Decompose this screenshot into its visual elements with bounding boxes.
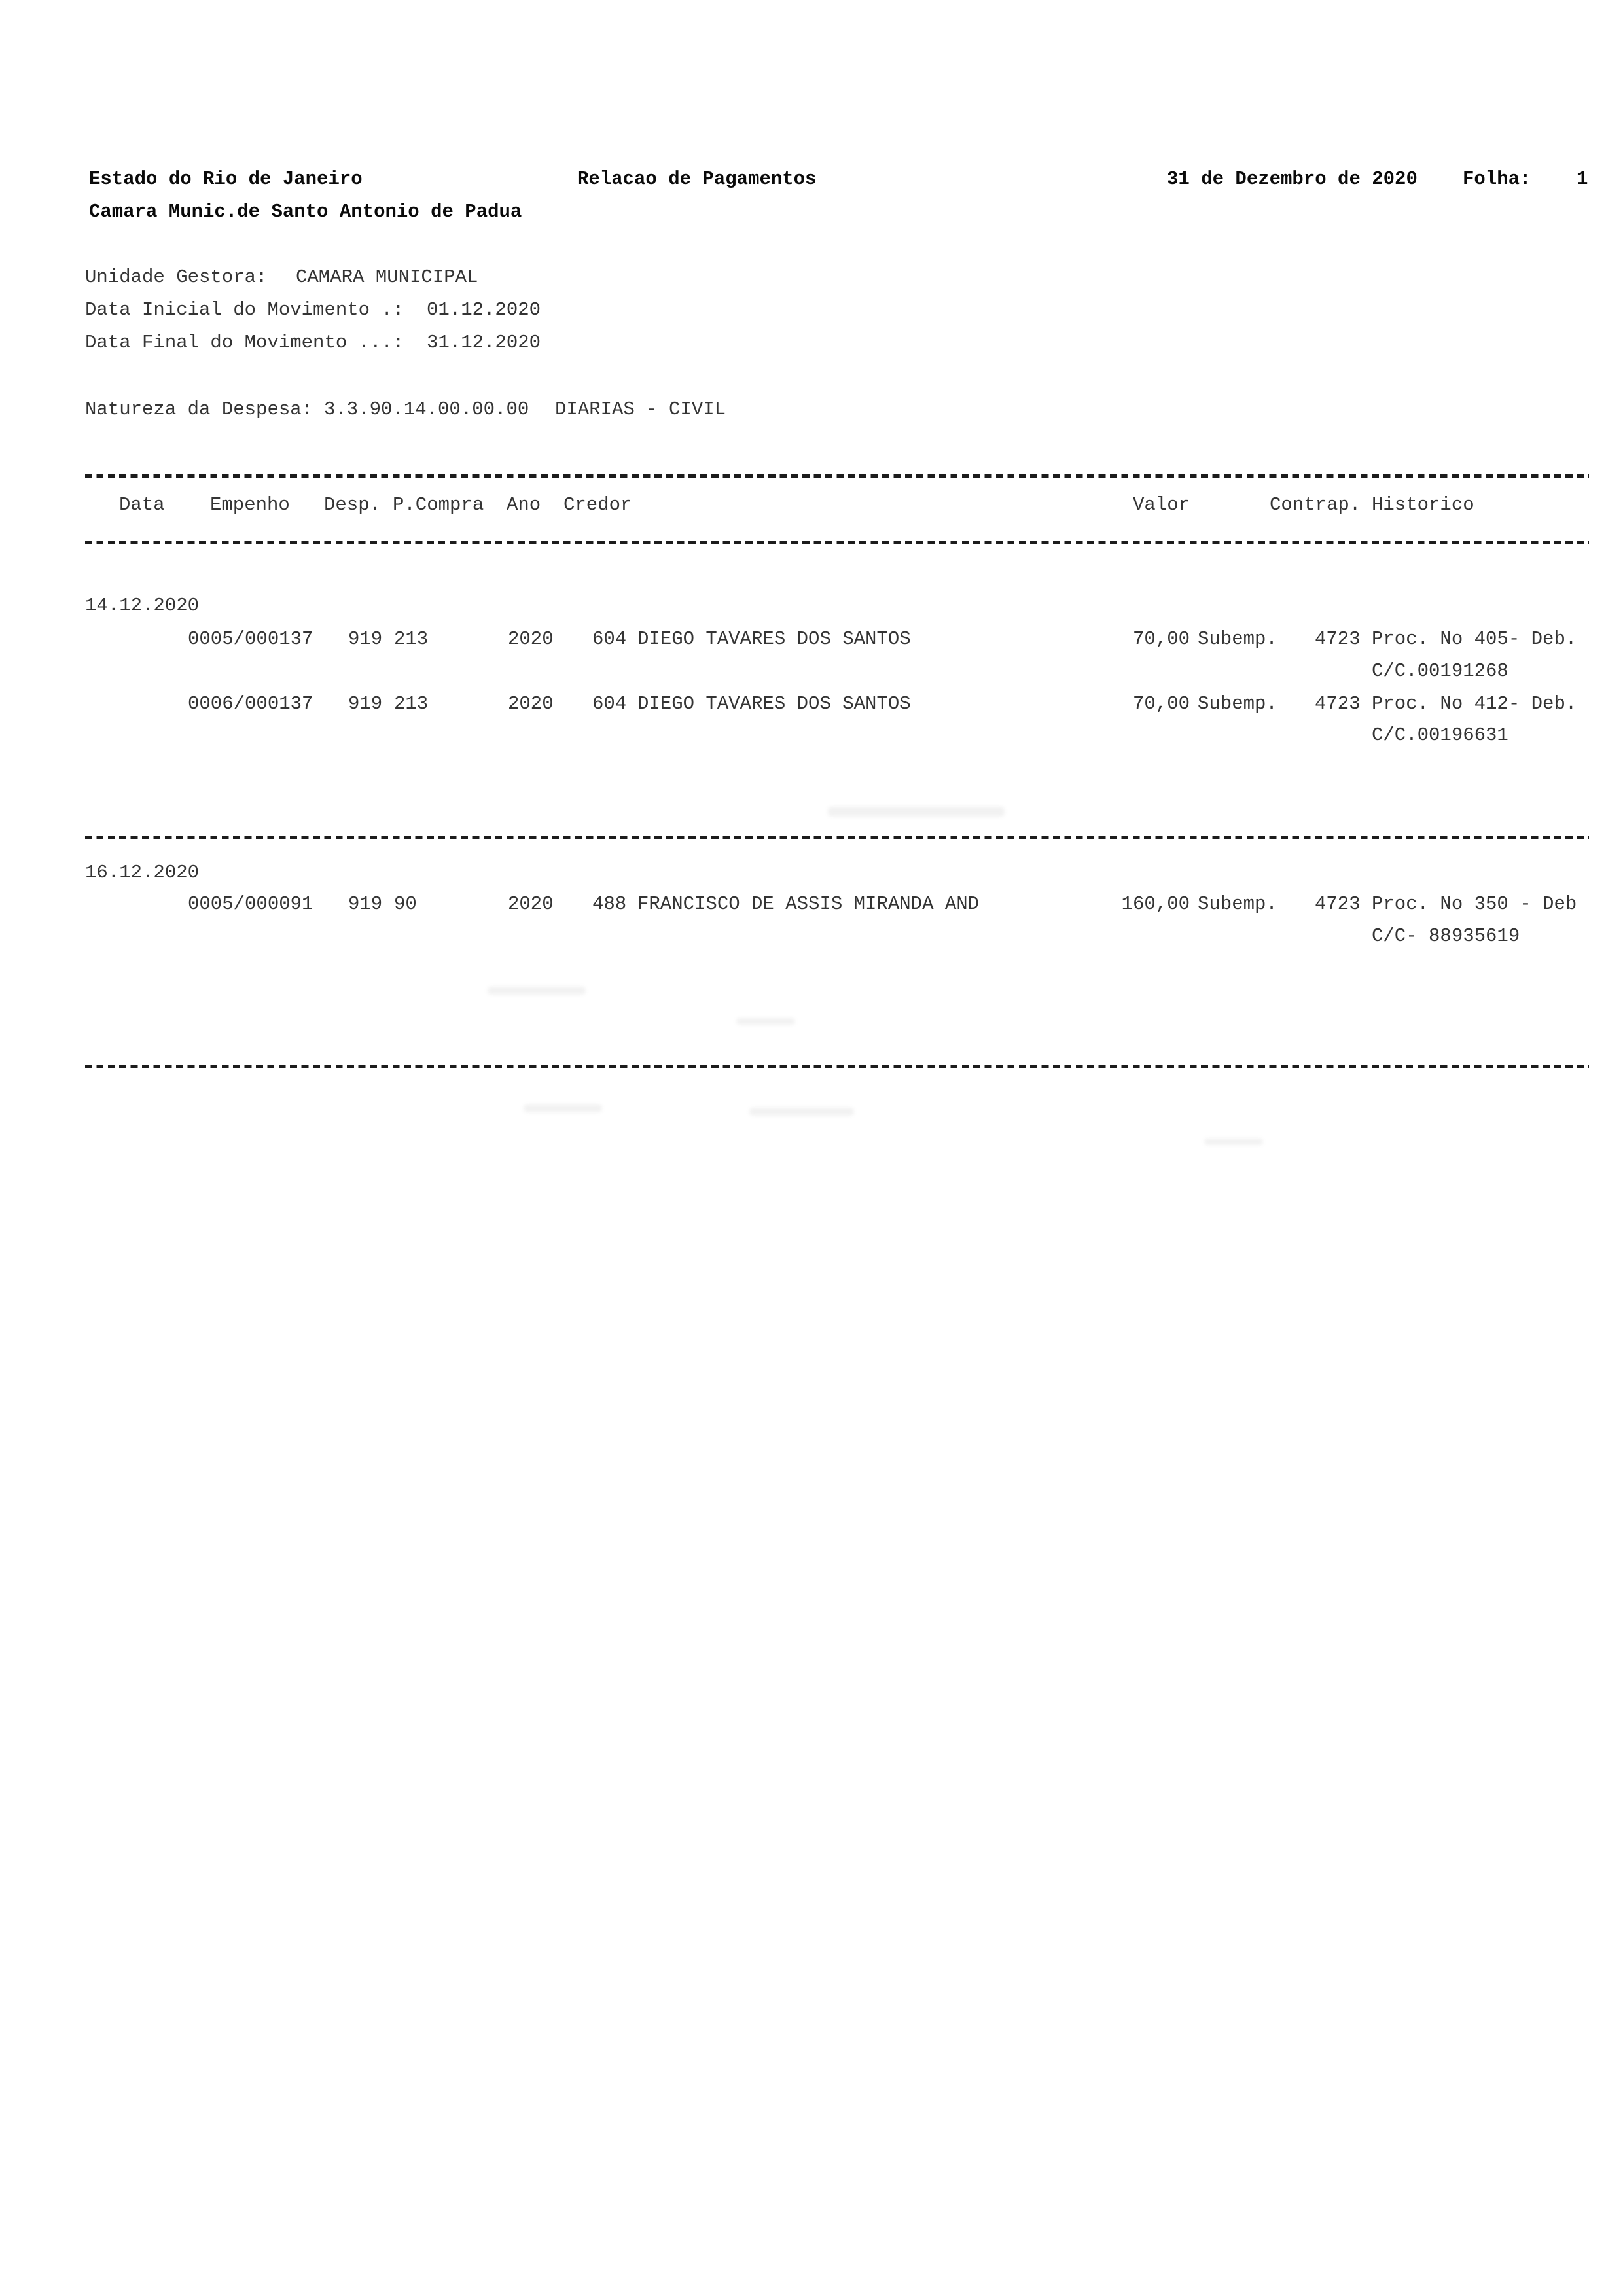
scan-artifact bbox=[828, 807, 1005, 817]
separator-line bbox=[85, 836, 1589, 839]
col-header-empenho: Empenho bbox=[210, 494, 290, 516]
unidade-gestora-value: CAMARA MUNICIPAL bbox=[296, 266, 478, 288]
row-credor-code: 488 bbox=[592, 893, 627, 915]
separator-line bbox=[85, 541, 1589, 544]
col-header-ano: Ano bbox=[507, 494, 541, 516]
natureza-despesa-code: 3.3.90.14.00.00.00 bbox=[324, 398, 529, 420]
row-valor: 70,00 bbox=[1132, 628, 1190, 650]
row-credor-name: DIEGO TAVARES DOS SANTOS bbox=[637, 693, 911, 715]
col-header-valor: Valor bbox=[1133, 494, 1190, 516]
row-valor: 70,00 bbox=[1132, 693, 1190, 715]
section-date: 14.12.2020 bbox=[85, 595, 200, 616]
row-tipo: Subemp. bbox=[1198, 628, 1277, 650]
data-final-label: Data Final do Movimento ...: bbox=[85, 332, 404, 353]
row-contrap: 4723 bbox=[1315, 693, 1361, 715]
natureza-despesa-desc: DIARIAS - CIVIL bbox=[555, 398, 726, 420]
row-historico: Proc. No 405- Deb. bbox=[1372, 628, 1577, 650]
row-historico-cc: C/C.00196631 bbox=[1372, 724, 1508, 746]
sheet-label: Folha: bbox=[1463, 168, 1531, 190]
row-contrap: 4723 bbox=[1315, 628, 1361, 650]
report-date: 31 de Dezembro de 2020 bbox=[1167, 168, 1418, 190]
entity-name: Camara Munic.de Santo Antonio de Padua bbox=[89, 201, 522, 222]
sheet-number: 1 bbox=[1577, 168, 1588, 190]
row-empenho: 0005/000137 bbox=[188, 628, 313, 650]
row-desp: 919 bbox=[348, 693, 383, 715]
row-pcompra: 213 bbox=[394, 693, 429, 715]
row-tipo: Subemp. bbox=[1198, 693, 1277, 715]
col-header-contrap: Contrap. bbox=[1270, 494, 1361, 516]
natureza-despesa-label: Natureza da Despesa: bbox=[85, 398, 313, 420]
data-final-value: 31.12.2020 bbox=[427, 332, 541, 353]
col-header-data: Data bbox=[119, 494, 165, 516]
row-pcompra: 90 bbox=[394, 893, 417, 915]
row-desp: 919 bbox=[348, 628, 383, 650]
data-inicial-value: 01.12.2020 bbox=[427, 299, 541, 321]
row-credor-code: 604 bbox=[592, 628, 627, 650]
row-empenho: 0006/000137 bbox=[188, 693, 313, 715]
scan-artifact bbox=[736, 1018, 795, 1025]
row-historico: Proc. No 350 - Deb bbox=[1372, 893, 1577, 915]
separator-line bbox=[85, 474, 1589, 478]
unidade-gestora-label: Unidade Gestora: bbox=[85, 266, 268, 288]
report-title: Relacao de Pagamentos bbox=[577, 168, 817, 190]
row-empenho: 0005/000091 bbox=[188, 893, 313, 915]
row-contrap: 4723 bbox=[1315, 893, 1361, 915]
row-valor: 160,00 bbox=[1121, 893, 1190, 915]
row-historico-cc: C/C.00191268 bbox=[1372, 660, 1508, 682]
col-header-historico: Historico bbox=[1372, 494, 1474, 516]
row-historico: Proc. No 412- Deb. bbox=[1372, 693, 1577, 715]
col-header-desp: Desp. bbox=[324, 494, 382, 516]
scan-artifact bbox=[749, 1108, 854, 1116]
row-tipo: Subemp. bbox=[1198, 893, 1277, 915]
row-credor-code: 604 bbox=[592, 693, 627, 715]
row-ano: 2020 bbox=[508, 893, 554, 915]
row-credor-name: DIEGO TAVARES DOS SANTOS bbox=[637, 628, 911, 650]
row-ano: 2020 bbox=[508, 628, 554, 650]
col-header-pcompra: P.Compra bbox=[393, 494, 484, 516]
row-historico-cc: C/C- 88935619 bbox=[1372, 925, 1520, 947]
section-date: 16.12.2020 bbox=[85, 862, 200, 883]
row-pcompra: 213 bbox=[394, 628, 429, 650]
data-inicial-label: Data Inicial do Movimento .: bbox=[85, 299, 404, 321]
col-header-credor: Credor bbox=[563, 494, 632, 516]
scan-artifact bbox=[524, 1104, 602, 1112]
separator-line bbox=[85, 1065, 1589, 1068]
row-credor-name: FRANCISCO DE ASSIS MIRANDA AND bbox=[637, 893, 980, 915]
scan-artifact bbox=[488, 987, 586, 995]
row-ano: 2020 bbox=[508, 693, 554, 715]
row-desp: 919 bbox=[348, 893, 383, 915]
scan-artifact bbox=[1204, 1139, 1263, 1145]
report-state: Estado do Rio de Janeiro bbox=[89, 168, 363, 190]
